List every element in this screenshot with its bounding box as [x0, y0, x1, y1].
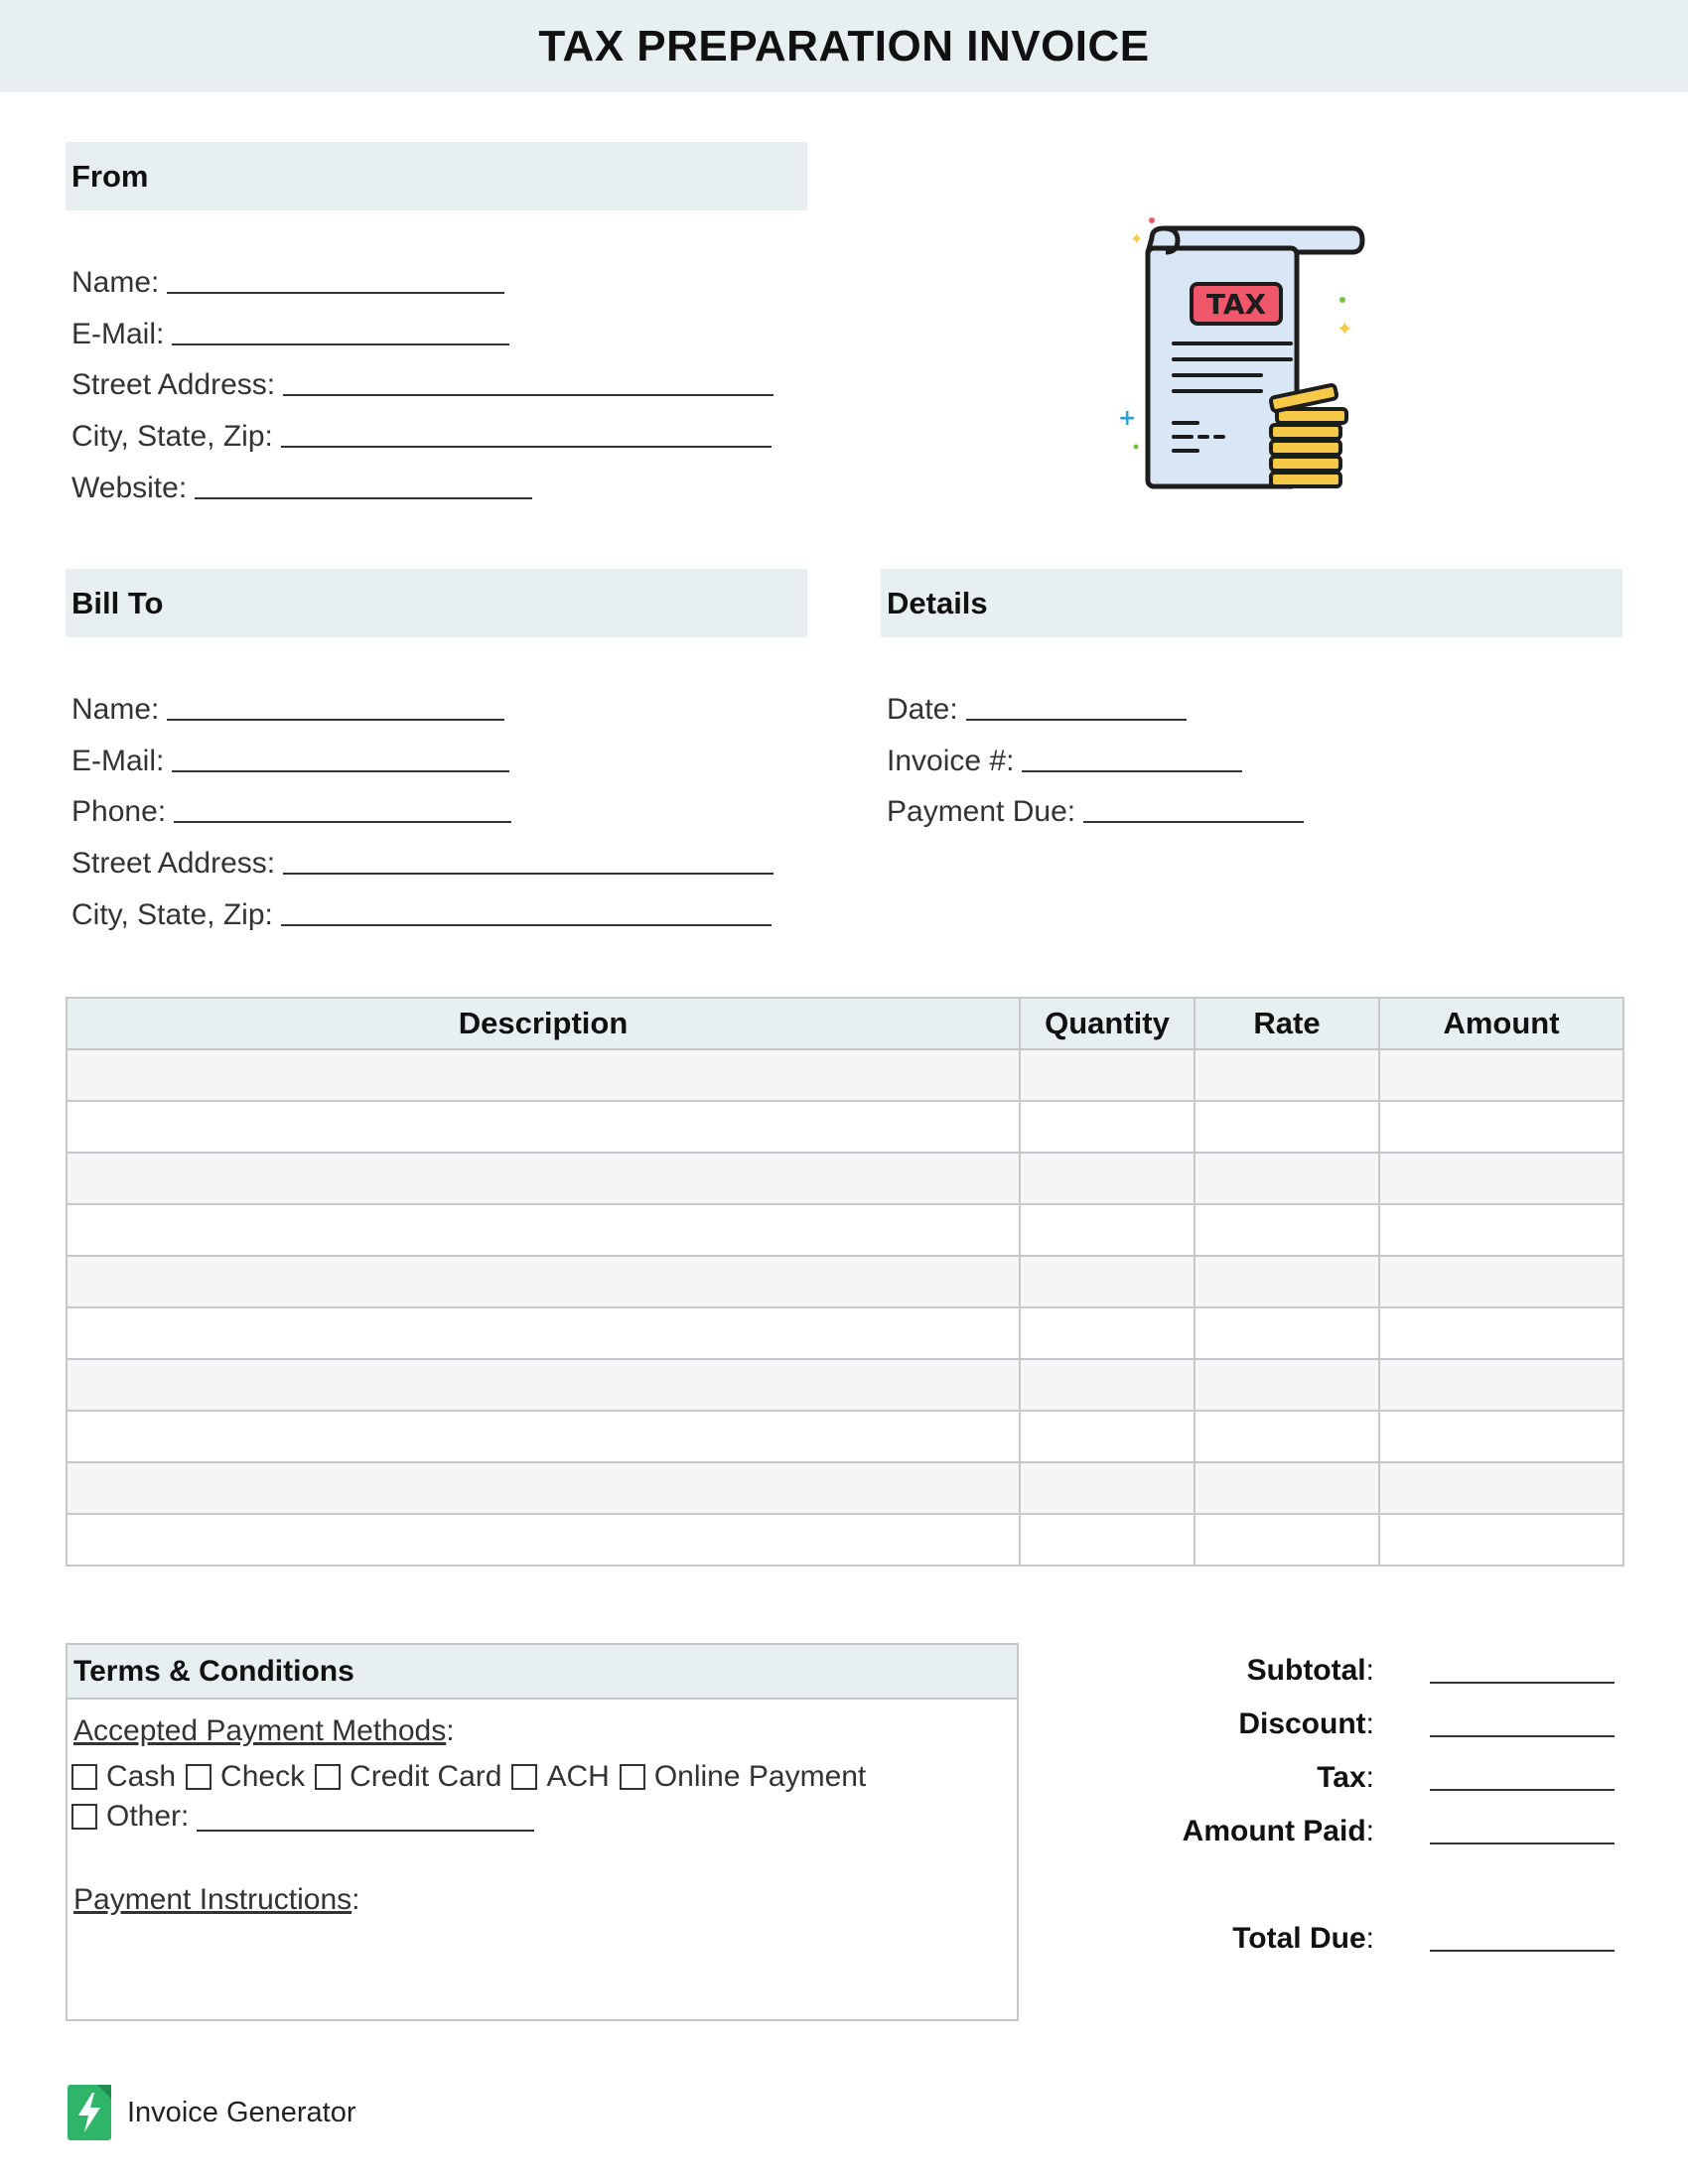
payment-online-option[interactable]	[620, 1760, 866, 1794]
bill-street-field[interactable]	[71, 841, 774, 881]
col-amount: Amount	[1379, 998, 1623, 1049]
table-row	[67, 1049, 1623, 1101]
rate-cell[interactable]	[1195, 1049, 1379, 1101]
bill-phone-line[interactable]	[174, 791, 511, 823]
amount-cell[interactable]	[1379, 1153, 1623, 1204]
payment-ach-option[interactable]	[511, 1760, 609, 1794]
rate-cell[interactable]	[1195, 1411, 1379, 1462]
description-cell[interactable]	[67, 1514, 1020, 1566]
description-cell[interactable]	[67, 1049, 1020, 1101]
line-items-table	[66, 997, 1624, 1567]
subtotal-line[interactable]	[1430, 1682, 1615, 1684]
amount-paid-row[interactable]: Amount Paid:	[1092, 1809, 1618, 1848]
subtotal-label: Subtotal	[1246, 1654, 1366, 1687]
ach-checkbox[interactable]	[511, 1764, 537, 1790]
quantity-cell[interactable]	[1020, 1153, 1195, 1204]
from-heading: From	[71, 158, 149, 194]
amount-cell[interactable]	[1379, 1411, 1623, 1462]
table-row	[67, 1101, 1623, 1153]
bill-street-line[interactable]	[283, 843, 774, 875]
tax-line[interactable]	[1430, 1789, 1615, 1791]
amount-cell[interactable]	[1379, 1462, 1623, 1514]
bill-phone-label: Phone:	[71, 795, 167, 828]
details-heading: Details	[887, 585, 988, 620]
payment-methods-label: Accepted Payment Methods	[73, 1714, 447, 1747]
quantity-cell[interactable]	[1020, 1514, 1195, 1566]
credit-card-checkbox[interactable]	[315, 1764, 341, 1790]
from-street-line[interactable]	[283, 364, 774, 396]
from-name-line[interactable]	[167, 262, 504, 294]
table-body	[67, 1049, 1623, 1566]
check-checkbox[interactable]	[186, 1764, 211, 1790]
from-header	[66, 142, 807, 210]
tax-label: Tax	[1317, 1761, 1366, 1794]
terms-box	[66, 1643, 1019, 2021]
invoice-number-field[interactable]	[887, 739, 1242, 778]
from-email-line[interactable]	[172, 314, 509, 345]
logo-badge-text: TAX	[1205, 288, 1267, 321]
amount-cell[interactable]	[1379, 1204, 1623, 1256]
from-street-label: Street Address:	[71, 368, 276, 401]
rate-cell[interactable]	[1195, 1514, 1379, 1566]
from-website-field[interactable]	[71, 466, 532, 505]
discount-label: Discount	[1238, 1707, 1366, 1740]
payment-methods-heading: Accepted Payment Methods:	[73, 1714, 455, 1747]
table-row	[67, 1204, 1623, 1256]
payment-instructions-heading: Payment Instructions:	[73, 1883, 360, 1916]
online-payment-label: Online Payment	[653, 1760, 867, 1793]
table-row	[67, 1514, 1623, 1566]
credit-card-label: Credit Card	[350, 1760, 502, 1793]
bill-email-line[interactable]	[172, 741, 509, 772]
quantity-cell[interactable]	[1020, 1101, 1195, 1153]
invoice-number-label: Invoice #:	[887, 745, 1015, 777]
table-header-row	[67, 998, 1623, 1049]
col-quantity: Quantity	[1020, 998, 1195, 1049]
table-row	[67, 1462, 1623, 1514]
description-cell[interactable]	[67, 1256, 1020, 1307]
terms-header	[68, 1645, 1017, 1700]
bill-email-label: E-Mail:	[71, 745, 165, 777]
table-row	[67, 1411, 1623, 1462]
quantity-cell[interactable]	[1020, 1359, 1195, 1411]
online-payment-checkbox[interactable]	[620, 1764, 645, 1790]
tax-row[interactable]: Tax:	[1092, 1755, 1618, 1795]
description-cell[interactable]	[67, 1307, 1020, 1359]
description-cell[interactable]	[67, 1359, 1020, 1411]
from-city-label: City, State, Zip:	[71, 420, 273, 453]
bill-city-label: City, State, Zip:	[71, 898, 273, 931]
amount-cell[interactable]	[1379, 1049, 1623, 1101]
amount-cell[interactable]	[1379, 1307, 1623, 1359]
amount-paid-line[interactable]	[1430, 1843, 1615, 1844]
invoice-number-line[interactable]	[1022, 741, 1242, 772]
svg-text:+: +	[1118, 406, 1137, 431]
from-name-label: Name:	[71, 266, 160, 299]
payment-other-row[interactable]	[71, 1800, 534, 1834]
page-title: TAX PREPARATION INVOICE	[538, 21, 1150, 70]
table-row	[67, 1359, 1623, 1411]
description-cell[interactable]	[67, 1153, 1020, 1204]
from-email-label: E-Mail:	[71, 318, 165, 350]
lightning-bolt-icon	[68, 2085, 111, 2140]
table-row	[67, 1153, 1623, 1204]
bill-name-line[interactable]	[167, 689, 504, 721]
from-email-field[interactable]	[71, 312, 509, 351]
description-cell[interactable]	[67, 1101, 1020, 1153]
check-label: Check	[220, 1760, 306, 1793]
bill-name-field[interactable]	[71, 687, 504, 727]
svg-text:✦: ✦	[1336, 317, 1353, 341]
payment-instructions-label: Payment Instructions	[73, 1883, 352, 1916]
description-cell[interactable]	[67, 1411, 1020, 1462]
table-row	[67, 1307, 1623, 1359]
payment-credit-card-option[interactable]	[315, 1760, 501, 1794]
other-checkbox[interactable]	[71, 1804, 97, 1830]
total-due-line[interactable]	[1430, 1950, 1615, 1952]
other-label: Other:	[106, 1800, 190, 1833]
payment-due-label: Payment Due:	[887, 795, 1076, 828]
total-due-row[interactable]: Total Due:	[1092, 1916, 1618, 1956]
from-street-field[interactable]	[71, 362, 774, 402]
description-cell[interactable]	[67, 1204, 1020, 1256]
footer	[68, 2085, 356, 2140]
date-line[interactable]	[966, 689, 1187, 721]
title-banner	[0, 0, 1688, 92]
from-city-field[interactable]	[71, 414, 772, 454]
cash-checkbox[interactable]	[71, 1764, 97, 1790]
bill-to-heading: Bill To	[71, 585, 164, 620]
from-website-label: Website:	[71, 472, 188, 504]
tax-document-coins-icon	[1112, 208, 1370, 496]
bill-city-line[interactable]	[281, 894, 772, 926]
discount-line[interactable]	[1430, 1735, 1615, 1737]
amount-cell[interactable]	[1379, 1514, 1623, 1566]
payment-methods-row	[71, 1760, 876, 1794]
col-description: Description	[67, 998, 1020, 1049]
ach-label: ACH	[546, 1760, 610, 1793]
rate-cell[interactable]	[1195, 1153, 1379, 1204]
cash-label: Cash	[106, 1760, 177, 1793]
payment-check-option[interactable]	[186, 1760, 305, 1794]
terms-heading: Terms & Conditions	[73, 1654, 354, 1688]
details-header	[881, 569, 1622, 637]
date-field[interactable]	[887, 687, 1187, 727]
amount-cell[interactable]	[1379, 1359, 1623, 1411]
bill-phone-field[interactable]	[71, 789, 511, 829]
bill-to-header	[66, 569, 807, 637]
payment-due-field[interactable]	[887, 789, 1304, 829]
quantity-cell[interactable]	[1020, 1307, 1195, 1359]
footer-brand: Invoice Generator	[127, 2096, 356, 2128]
other-line[interactable]	[197, 1802, 534, 1832]
rate-cell[interactable]	[1195, 1204, 1379, 1256]
subtotal-row[interactable]: Subtotal:	[1092, 1648, 1618, 1688]
bill-email-field[interactable]	[71, 739, 509, 778]
description-cell[interactable]	[67, 1462, 1020, 1514]
amount-cell[interactable]	[1379, 1101, 1623, 1153]
total-due-label: Total Due	[1232, 1922, 1366, 1955]
quantity-cell[interactable]	[1020, 1256, 1195, 1307]
amount-cell[interactable]	[1379, 1256, 1623, 1307]
rate-cell[interactable]	[1195, 1462, 1379, 1514]
col-rate: Rate	[1195, 998, 1379, 1049]
rate-cell[interactable]	[1195, 1101, 1379, 1153]
rate-cell[interactable]	[1195, 1307, 1379, 1359]
rate-cell[interactable]	[1195, 1256, 1379, 1307]
bill-city-field[interactable]	[71, 892, 772, 932]
quantity-cell[interactable]	[1020, 1204, 1195, 1256]
bill-name-label: Name:	[71, 693, 160, 726]
quantity-cell[interactable]	[1020, 1462, 1195, 1514]
table-row	[67, 1256, 1623, 1307]
discount-row[interactable]: Discount:	[1092, 1702, 1618, 1741]
quantity-cell[interactable]	[1020, 1049, 1195, 1101]
bill-street-label: Street Address:	[71, 847, 276, 880]
payment-due-line[interactable]	[1083, 791, 1304, 823]
from-city-line[interactable]	[281, 416, 772, 448]
payment-cash-option[interactable]	[71, 1760, 176, 1794]
svg-text:✦: ✦	[1130, 229, 1144, 248]
from-name-field[interactable]	[71, 260, 504, 300]
from-website-line[interactable]	[195, 468, 532, 499]
date-label: Date:	[887, 693, 958, 726]
rate-cell[interactable]	[1195, 1359, 1379, 1411]
quantity-cell[interactable]	[1020, 1411, 1195, 1462]
amount-paid-label: Amount Paid	[1182, 1815, 1366, 1847]
